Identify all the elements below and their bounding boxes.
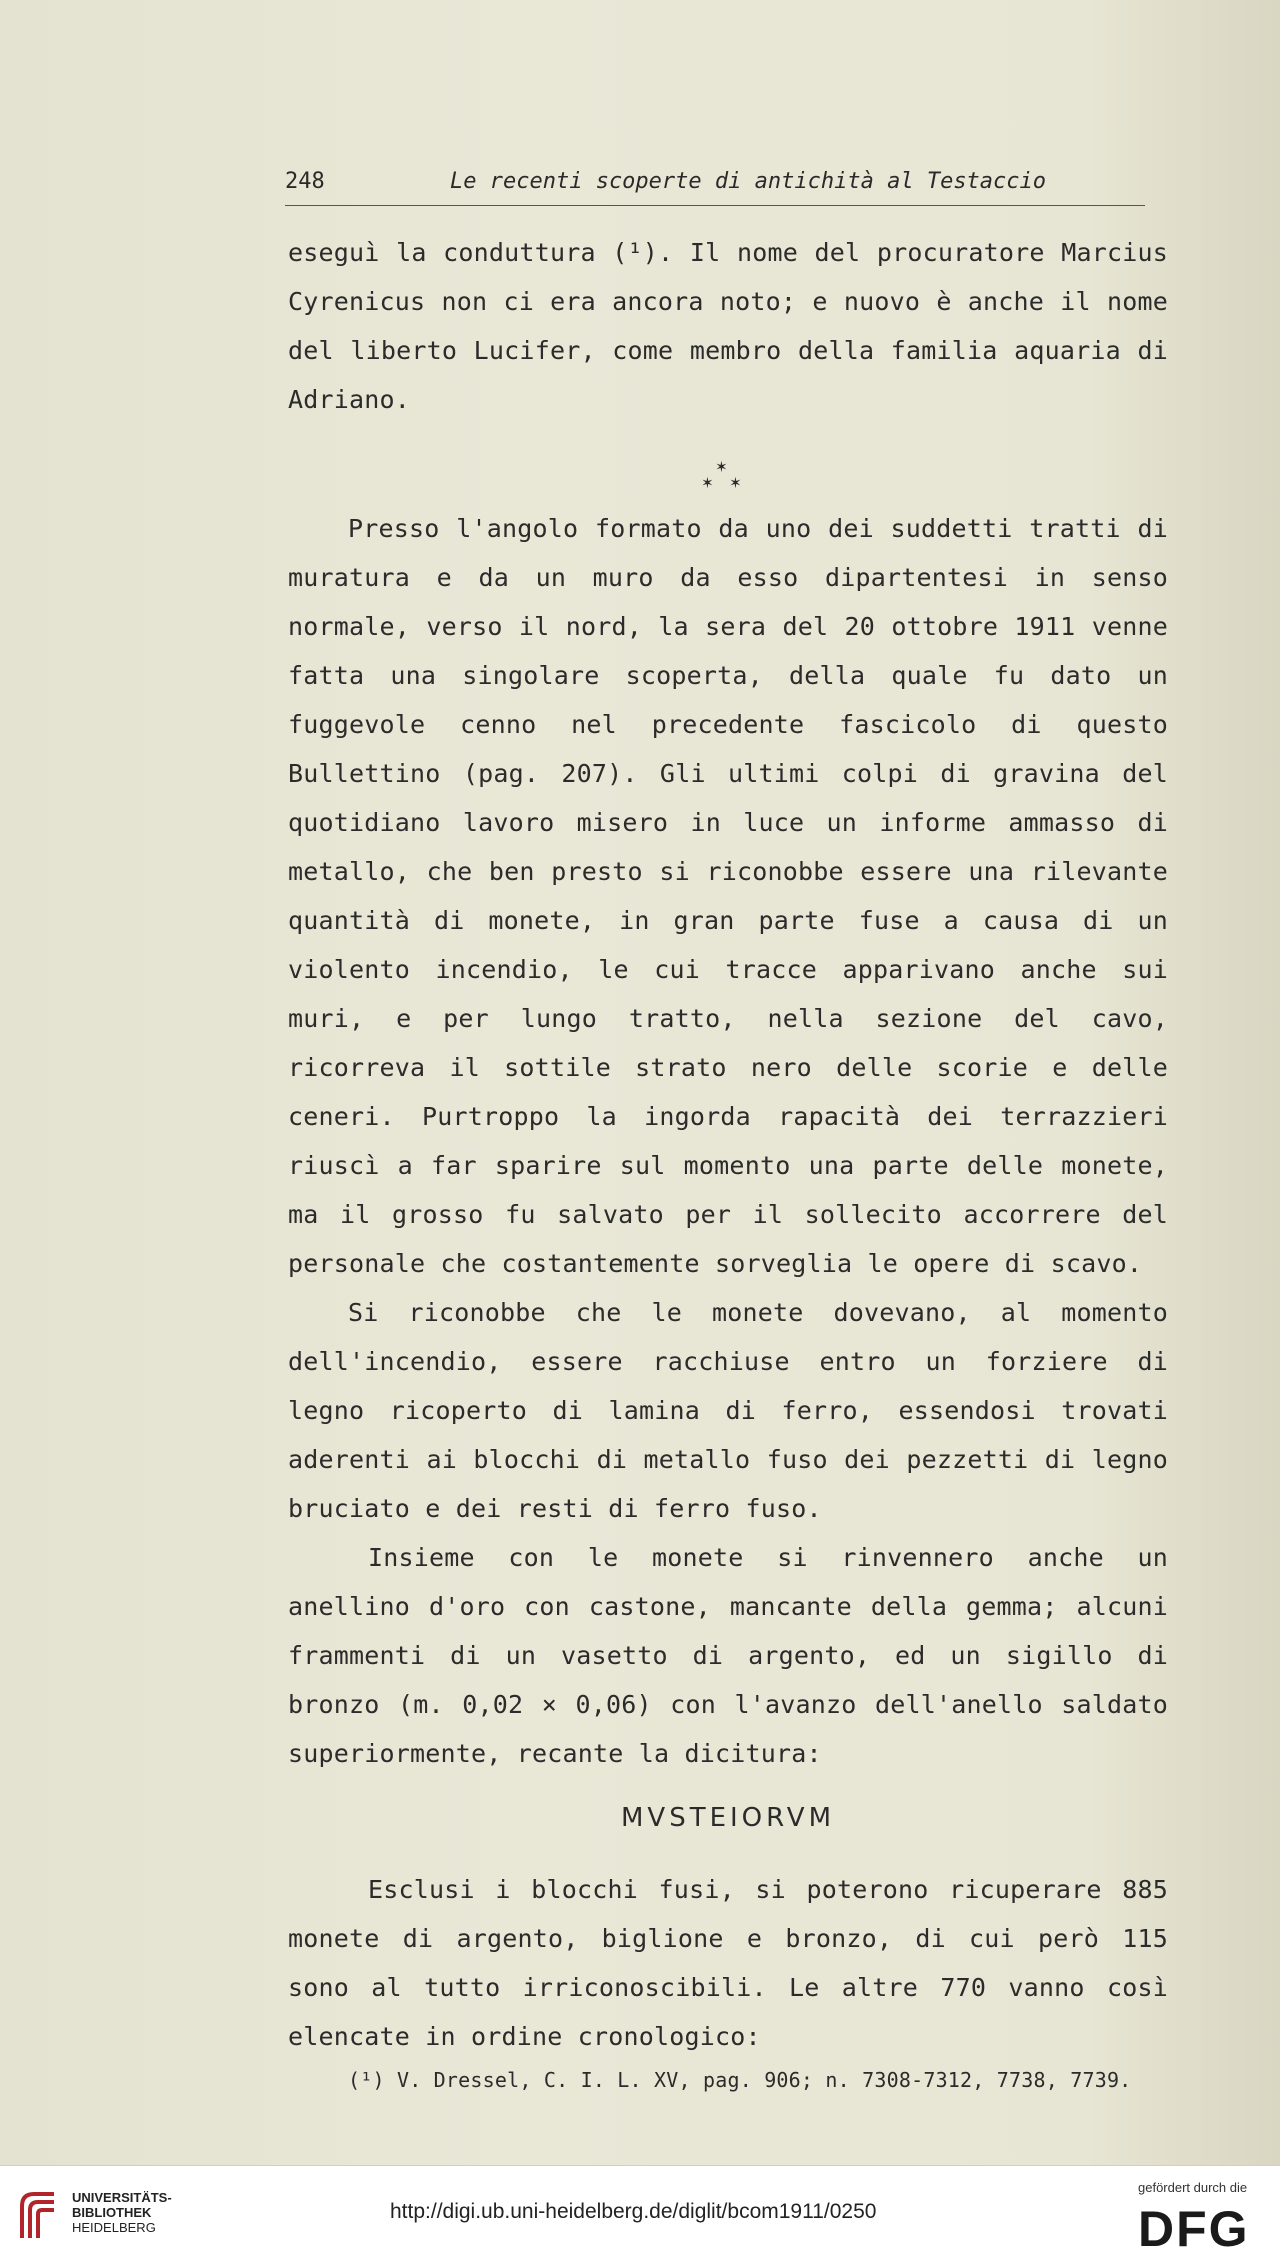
paragraph-4: Insieme con le monete si rinvennero anche un anellino d'oro con castone, mancante della gemma; alcuni frammenti di un vasetto di argento, ed un sigillo di bronzo (m. 0,02 × 0,06) con l'avanzo dell'anello saldato superiormente, recante la dicitura: [288, 1543, 1168, 1768]
running-title: Le recenti scoperte di antichità al Testaccio [450, 169, 1047, 194]
permalink-url[interactable]: http://digi.ub.uni-heidelberg.de/diglit/bcom1911/0250 [390, 2200, 877, 2223]
inscription: MVSTEIORVM [620, 1803, 836, 1833]
viewer-footer [0, 2165, 1280, 2260]
running-header [285, 165, 1145, 206]
section-divider-stars: ✶ ✶ ✶ [702, 456, 742, 493]
paragraph-3: Si riconobbe che le monete dovevano, al momento dell'incendio, essere racchiuse entro un forziere di legno ricoperto di lamina di ferro, essendosi trovati aderenti ai blocchi di metallo fuso dei pezzetti di legno bruciato e dei resti di ferro fuso. [288, 1298, 1168, 1523]
paragraph-1: eseguì la conduttura (¹). Il nome del procuratore Marcius Cyrenicus non ci era ancora noto; e nuovo è anche il nome del liberto Lucifer, come membro della familia aquaria di Adriano. [288, 238, 1168, 414]
library-line-2: BIBLIOTHEK [72, 2205, 152, 2220]
library-line-3: HEIDELBERG [72, 2220, 156, 2235]
dfg-logo: DFG [1138, 2201, 1250, 2257]
library-name [72, 2190, 172, 2235]
page-number: 248 [285, 169, 325, 194]
footnote: (¹) V. Dressel, C. I. L. XV, pag. 906; n. 7308-7312, 7738, 7739. [348, 2068, 1132, 2092]
university-library-logo-icon [14, 2184, 64, 2244]
funding-caption: gefördert durch die [1138, 2180, 1248, 2195]
paragraph-2: Presso l'angolo formato da uno dei suddetti tratti di muratura e da un muro da esso dipartentesi in senso normale, verso il nord, la sera del 20 ottobre 1911 venne fatta una singolare scoperta, della quale fu dato un fuggevole cenno nel precedente fascicolo di questo Bullettino (pag. 207). Gli ultimi colpi di gravina del quotidiano lavoro misero in luce un informe ammasso di metallo, che ben presto si riconobbe essere una rilevante quantità di monete, in gran parte fuse a causa di un violento incendio, le cui tracce apparivano anche sui muri, e per lungo tratto, nella sezione del cavo, ricorreva il sottile strato nero delle scorie e delle ceneri. Purtroppo la ingorda rapacità dei terrazzieri riuscì a far sparire sul momento una parte delle monete, ma il grosso fu salvato per il sollecito accorrere del personale che costantemente sorveglia le opere di scavo. [288, 514, 1168, 1278]
paragraph-5: Esclusi i blocchi fusi, si poterono ricuperare 885 monete di argento, biglione e bronzo, di cui però 115 sono al tutto irriconoscibili. Le altre 770 vanno così elencate in ordine cronologico: [288, 1875, 1168, 2051]
page-body [288, 228, 1168, 2095]
library-line-1: UNIVERSITÄTS- [72, 2190, 172, 2205]
